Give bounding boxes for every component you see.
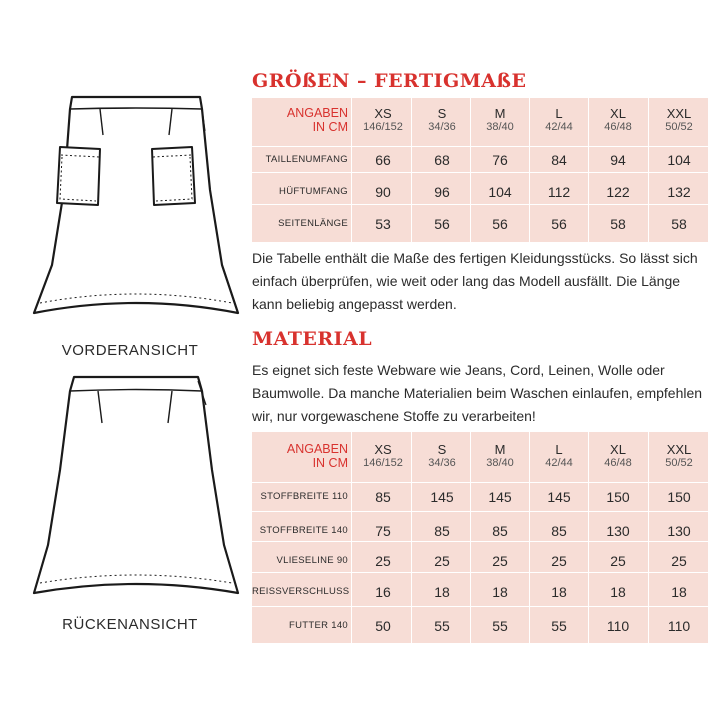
table-cell: 56 [492, 216, 508, 232]
material-table-header [252, 442, 708, 474]
sizes-heading: GRÖßEN – FERTIGMAßE [252, 70, 527, 92]
table-cell: 85 [551, 523, 567, 539]
row-divider [252, 541, 708, 542]
table-row [252, 214, 708, 234]
row-label: FUTTER 140 [289, 620, 348, 631]
table-cell: 25 [434, 553, 450, 569]
table-cell: 90 [375, 184, 391, 200]
row-label: SEITENLÄNGE [278, 218, 348, 229]
table-cell: 56 [551, 216, 567, 232]
size-code: XL [610, 442, 626, 457]
table-cell: 130 [606, 523, 630, 539]
table-cell: 104 [488, 184, 512, 200]
table-cell: 85 [375, 489, 391, 505]
table-cell: 96 [434, 184, 450, 200]
size-code: S [437, 106, 447, 121]
table-cell: 18 [434, 584, 450, 600]
size-column-header [472, 106, 528, 134]
table-cell: 55 [434, 618, 450, 634]
size-range: 42/44 [545, 121, 573, 133]
table-cell: 145 [430, 489, 454, 505]
table-cell: 145 [488, 489, 512, 505]
size-code: XL [610, 106, 626, 121]
table-cell: 58 [671, 216, 687, 232]
size-column-header [651, 442, 707, 470]
size-code: XS [374, 442, 392, 457]
unit-label: ANGABEN IN CM [286, 442, 348, 470]
table-cell: 25 [492, 553, 508, 569]
size-range: 42/44 [545, 457, 573, 469]
table-cell: 110 [667, 618, 691, 634]
table-cell: 50 [375, 618, 391, 634]
sizes-table [252, 98, 708, 242]
material-description: Es eignet sich feste Webware wie Jeans, Cord, Leinen, Wolle oder Baumwolle. Da manche Materialien beim Waschen einlaufen, empfehlen wir, nur vorgewaschene Stoffe zu verarbeiten! [252, 362, 703, 424]
size-code: L [555, 442, 563, 457]
table-cell: 55 [492, 618, 508, 634]
table-cell: 122 [606, 184, 630, 200]
row-label: STOFFBREITE 140 [259, 525, 348, 536]
size-column-header [414, 106, 470, 134]
table-cell: 55 [551, 618, 567, 634]
table-cell: 68 [434, 152, 450, 168]
size-column-header [590, 442, 646, 470]
back-view-label: RÜCKENANSICHT [62, 616, 198, 633]
table-cell: 110 [606, 618, 630, 634]
table-cell: 25 [610, 553, 626, 569]
sizes-description: Die Tabelle enthält die Maße des fertigen Kleidungsstücks. So lässt sich einfach überprüfen, wie weit oder lang das Modell ausfällt. Die Länge kann beliebig angepasst werden. [252, 250, 698, 312]
size-range: 34/36 [428, 121, 456, 133]
size-code: L [555, 106, 563, 121]
skirt-front-drawing [30, 95, 242, 325]
row-label: VLIESELINE 90 [276, 555, 348, 566]
table-row [252, 582, 708, 602]
table-row [252, 150, 708, 170]
drawings-column [0, 0, 250, 720]
table-cell: 84 [551, 152, 567, 168]
table-cell: 94 [610, 152, 626, 168]
skirt-back-drawing [30, 375, 242, 603]
row-label: REISSVERSCHLUSS [252, 586, 350, 597]
size-code: M [494, 442, 506, 457]
table-cell: 150 [667, 489, 691, 505]
table-cell: 16 [375, 584, 391, 600]
size-code: XS [374, 106, 392, 121]
front-view-label: VORDERANSICHT [61, 342, 199, 359]
table-cell: 53 [375, 216, 391, 232]
size-column-header [472, 442, 528, 470]
table-cell: 104 [667, 152, 691, 168]
size-range: 46/48 [604, 121, 632, 133]
table-row [252, 616, 708, 636]
table-row [252, 487, 708, 507]
size-code: S [437, 442, 447, 457]
table-cell: 145 [547, 489, 571, 505]
row-label: HÜFTUMFANG [279, 186, 348, 197]
table-cell: 18 [671, 584, 687, 600]
table-cell: 18 [551, 584, 567, 600]
table-cell: 112 [547, 184, 571, 200]
size-column-header [355, 442, 411, 470]
row-label: STOFFBREITE 110 [260, 491, 348, 502]
table-row [252, 182, 708, 202]
row-divider [252, 606, 708, 607]
size-range: 146/152 [363, 457, 403, 469]
row-divider [252, 204, 708, 205]
table-cell: 56 [434, 216, 450, 232]
table-row [252, 521, 708, 541]
size-range: 146/152 [363, 121, 403, 133]
size-column-header [651, 106, 707, 134]
table-cell: 76 [492, 152, 508, 168]
row-divider [252, 572, 708, 573]
size-column-header [355, 106, 411, 134]
table-cell: 75 [375, 523, 391, 539]
table-cell: 58 [610, 216, 626, 232]
table-cell: 25 [671, 553, 687, 569]
size-column-header [531, 442, 587, 470]
size-column-header [414, 442, 470, 470]
size-range: 50/52 [665, 121, 693, 133]
table-cell: 25 [551, 553, 567, 569]
table-row [252, 551, 708, 571]
size-range: 38/40 [486, 457, 514, 469]
row-divider [252, 146, 708, 147]
size-column-header [531, 106, 587, 134]
table-cell: 85 [492, 523, 508, 539]
table-cell: 18 [610, 584, 626, 600]
size-range: 34/36 [428, 457, 456, 469]
size-code: M [494, 106, 506, 121]
size-range: 46/48 [604, 457, 632, 469]
row-divider [252, 172, 708, 173]
size-column-header [590, 106, 646, 134]
unit-label: ANGABEN IN CM [286, 106, 348, 134]
table-cell: 150 [606, 489, 630, 505]
table-cell: 132 [667, 184, 691, 200]
size-range: 50/52 [665, 457, 693, 469]
row-divider [252, 482, 708, 483]
material-heading: MATERIAL [252, 328, 373, 350]
table-cell: 85 [434, 523, 450, 539]
row-divider [252, 511, 708, 512]
sizes-table-header [252, 106, 708, 138]
table-cell: 130 [667, 523, 691, 539]
size-code: XXL [666, 442, 692, 457]
table-cell: 18 [492, 584, 508, 600]
row-label: TAILLENUMFANG [265, 154, 348, 165]
size-range: 38/40 [486, 121, 514, 133]
material-table [252, 432, 708, 643]
table-cell: 25 [375, 553, 391, 569]
table-cell: 66 [375, 152, 391, 168]
size-code: XXL [666, 106, 692, 121]
